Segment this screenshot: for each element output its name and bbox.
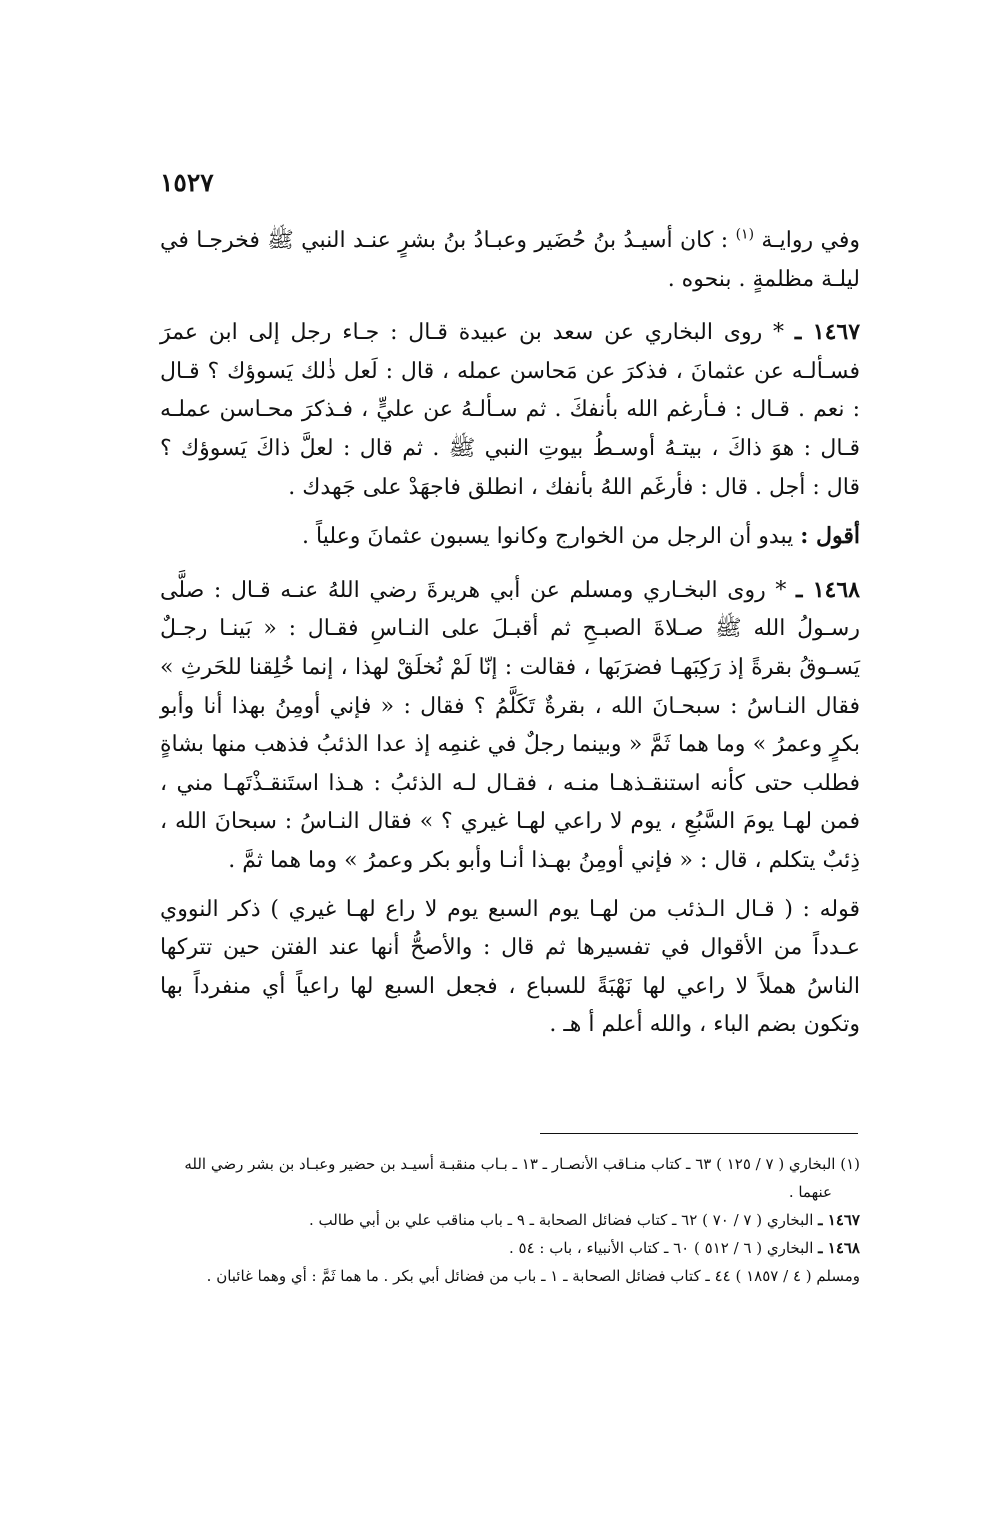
intro-lead: وفي روايـة	[761, 228, 861, 253]
footnote-1-text: البخاري ( ٧ / ١٢٥ ) ٦٣ ـ كتاب منـاقب الأنصـار ـ ١٣ ـ بـاب منقبـة أسيـد بن حضير وعبـاد بن بشر رضي الله	[184, 1155, 836, 1173]
aqul-text: يبدو أن الرجل من الخوارج وكانوا يسبون عثمانَ وعلياً .	[302, 524, 794, 550]
hadith-number-1468: ١٤٦٨ ـ	[796, 576, 860, 603]
footnote-1468	[160, 1234, 860, 1262]
hadith-number-1467: ١٤٦٧ ـ	[794, 319, 861, 346]
footnote-ref-1: (١)	[735, 226, 755, 243]
qawluh-text: قوله : ( قـال الـذئب من لهـا يوم السبع يوم لا راع لهـا غيري ) ذكر النووي عـدداً من الأقوال في تفسيرها ثم قال : والأصحُّ أنها عند الفتن حين تتركها الناسُ هملاً لا راعي لها نَهْبَةً للسباع ، فجعل السبع لها راعياً أي منفرداً بها وتكون بضم الباء ، والله أعلم أ هـ .	[160, 896, 860, 1038]
footnote-divider	[540, 1133, 858, 1134]
footnote-1467	[160, 1206, 860, 1234]
footnote-1-continuation	[160, 1178, 860, 1206]
footnotes	[160, 1150, 860, 1290]
qawluh-commentary	[160, 891, 860, 1045]
footnote-1468-text: البخاري ( ٦ / ٥١٢ ) ٦٠ ـ كتاب الأنبياء ، باب : ٥٤ .	[508, 1239, 814, 1257]
page-number: ١٥٢٧	[160, 168, 214, 197]
footnote-muslim-text: ومسلم ( ٤ / ١٨٥٧ ) ٤٤ ـ كتاب فضائل الصحابة ـ ١ ـ باب من فضائل أبي بكر . ما هما ثَمَّ : أي وهما غائبان .	[206, 1267, 860, 1285]
hadith-text-1467: * روى البخاري عن سعد بن عبيدة قـال : جـاء رجل إلى ابن عمرَ فسـألـه عن عثمانَ ، فذكرَ عن مَحاسن عمله ، قال : لَعل ذٰلك يَسوؤك ؟ قـال : نعم . قـال : فـأرغم الله بأنفكَ . ثم سـألـهُ عن عليٍّ ، فـذكرَ محـاسن عملـه قـال : هوَ ذاكَ ، بيتـهُ أوسـطُ بيوتِ النبي ﷺ . ثم قال : لعلَّ ذاكَ يَسوؤك ؟ قال : أجل . قال : فأرغَم اللهُ بأنفك ، انطلق فاجهَدْ على جَهدك .	[160, 320, 860, 500]
aqul-label: أقول :	[800, 523, 860, 550]
footnote-1-ref: (١)	[840, 1155, 860, 1173]
intro-text: : كان أسيـدُ بنُ حُضَير وعبـادُ بنُ بشرٍ عنـد النبي ﷺ فخرجـا في ليلـة مظلمةٍ . بنحوه .	[160, 228, 860, 292]
main-text	[160, 222, 860, 1045]
footnote-1	[160, 1150, 860, 1178]
hadith-1467	[160, 313, 860, 507]
footnote-1468-number: ١٤٦٨ ـ	[818, 1239, 860, 1257]
paragraph-riwaya	[160, 222, 860, 299]
footnote-1-tail: عنهما .	[788, 1183, 832, 1201]
aqul-comment	[160, 517, 860, 557]
footnote-1467-number: ١٤٦٧ ـ	[818, 1211, 860, 1229]
hadith-text-1468: * روى البخـاري ومسلم عن أبي هريرةَ رضي اللهُ عنـه قـال : صلَّى رسـولُ الله ﷺ صـلاةَ الصبـحِ ثم أقبـلَ على النـاسِ فقـال : « بَينـا رجـلٌ يَسـوقُ بقرةً إذ رَكِبَهـا فضرَبَها ، فقالت : إنّا لَمْ نُخلَقْ لهذا ، إنما خُلِقنا للحَرثِ » فقال النـاسُ : سبحـانَ الله ، بقرةٌ تَكَلَّمُ ؟ فقال : « فإني أومِنُ بهذا أنا وأبو بكرٍ وعمرُ » وما هما ثَمَّ « وبينما رجلٌ في غنمِه إذ عدا الذئبُ فذهب منها بشاةٍ فطلب حتى كأنه استنقـذهـا منـه ، فقـال لـه الذئبُ : هـذا استَنقـذْتَهـا مني ، فمن لهـا يومَ السَّبُعِ ، يوم لا راعي لهـا غيري ؟ » فقال النـاسُ : سبحانَ الله ، ذِئبٌ يتكلم ، قال : « فإني أومِنُ بهـذا أنـا وأبو بكر وعمرُ » وما هما ثمَّ .	[160, 577, 860, 873]
footnote-muslim	[160, 1262, 860, 1290]
hadith-1468	[160, 571, 860, 881]
footnote-1467-text: البخاري ( ٧ / ٧٠ ) ٦٢ ـ كتاب فضائل الصحابة ـ ٩ ـ باب مناقب علي بن أبي طالب .	[308, 1211, 814, 1229]
